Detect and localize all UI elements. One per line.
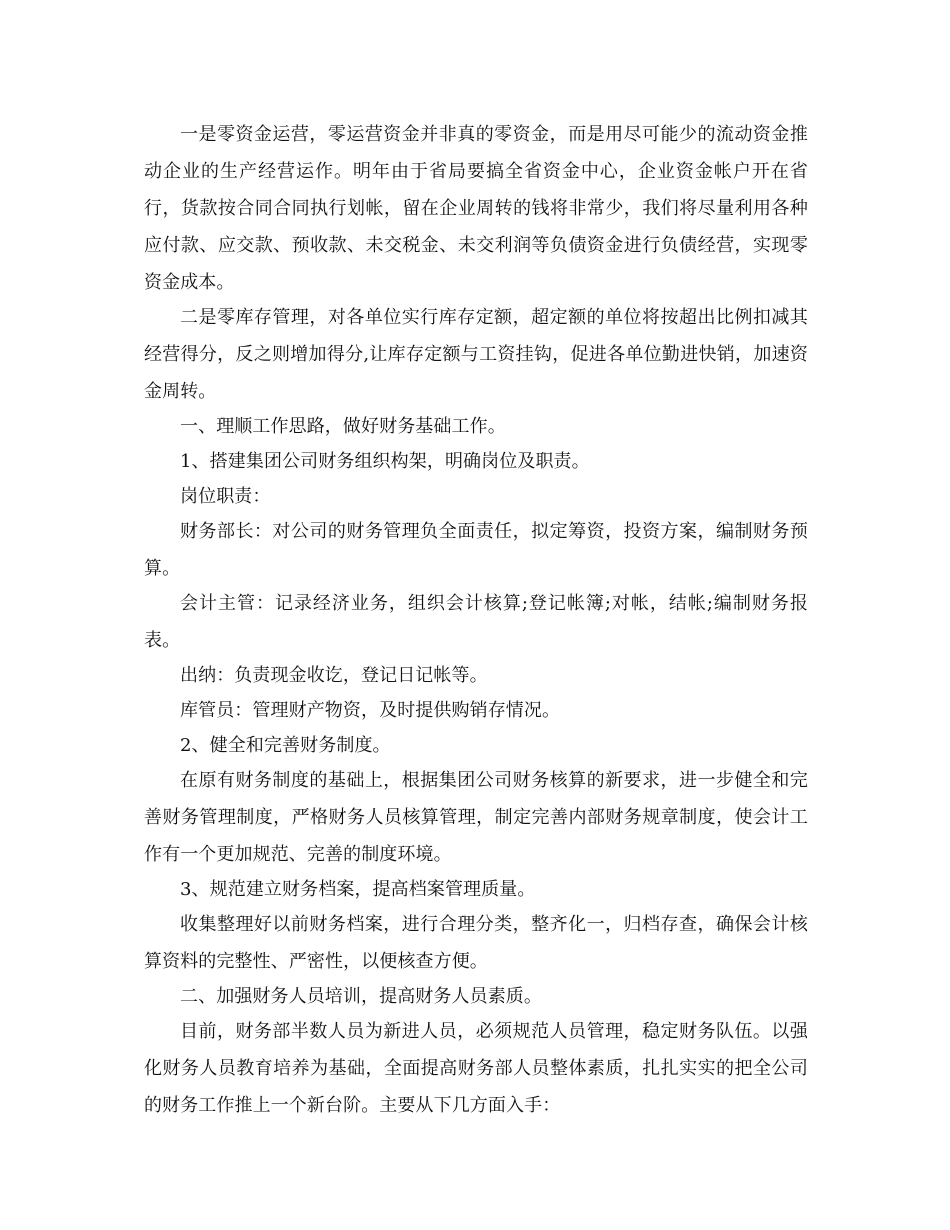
paragraph-cashier: 出纳：负责现金收讫，登记日记帐等。 <box>180 665 488 686</box>
paragraph-finance-system: 在原有财务制度的基础上，根据集团公司财务核算的新要求，进一步健全和完善财务管理制度，严格财务人员核算管理，制定完善内部财务规章制度，使会计工作有一个更加规范、完善的制度环境。 <box>144 770 808 865</box>
subheading-archives: 3、规范建立财务档案，提高档案管理质量。 <box>180 879 536 900</box>
subheading-org-structure: 1、搭建集团公司财务组织构架，明确岗位及职责。 <box>180 451 590 472</box>
section-heading-1: 一、理顺工作思路，做好财务基础工作。 <box>180 416 506 437</box>
document-page <box>144 116 808 1122</box>
paragraph-archives: 收集整理好以前财务档案，进行合理分类，整齐化一，归档存查，确保会计核算资料的完整性、严密性，以便核查方便。 <box>144 914 808 972</box>
label-job-duties: 岗位职责： <box>180 486 271 507</box>
section-heading-2: 二、加强财务人员培训，提高财务人员素质。 <box>180 986 542 1007</box>
paragraph-zero-capital: 一是零资金运营，零运营资金并非真的零资金，而是用尽可能少的流动资金推动企业的生产经营运作。明年由于省局要搞全省资金中心，企业资金帐户开在省行，货款按合同合同执行划帐，留在企业周转的钱将非常少，我们将尽量利用各种应付款、应交款、预收款、未交税金、未交利润等负债资金进行负债经营，实现零资金成本。 <box>144 124 808 293</box>
subheading-finance-system: 2、健全和完善财务制度。 <box>180 735 391 756</box>
paragraph-staff-training: 目前，财务部半数人员为新进人员，必须规范人员管理，稳定财务队伍。以强化财务人员教育培养为基础，全面提高财务部人员整体素质，扎扎实实的把全公司的财务工作推上一个新台阶。主要从下几方面入手： <box>144 1021 808 1116</box>
paragraph-warehouse-keeper: 库管员：管理财产物资，及时提供购销存情况。 <box>180 700 561 721</box>
paragraph-zero-inventory: 二是零库存管理，对各单位实行库存定额，超定额的单位将按超出比例扣减其经营得分，反之则增加得分,让库存定额与工资挂钩，促进各单位勤进快销，加速资金周转。 <box>144 307 808 402</box>
paragraph-accounting-supervisor: 会计主管：记录经济业务，组织会计核算;登记帐簿;对帐，结帐;编制财务报表。 <box>144 593 808 651</box>
paragraph-finance-director: 财务部长：对公司的财务管理负全面责任，拟定筹资，投资方案，编制财务预算。 <box>144 521 808 579</box>
